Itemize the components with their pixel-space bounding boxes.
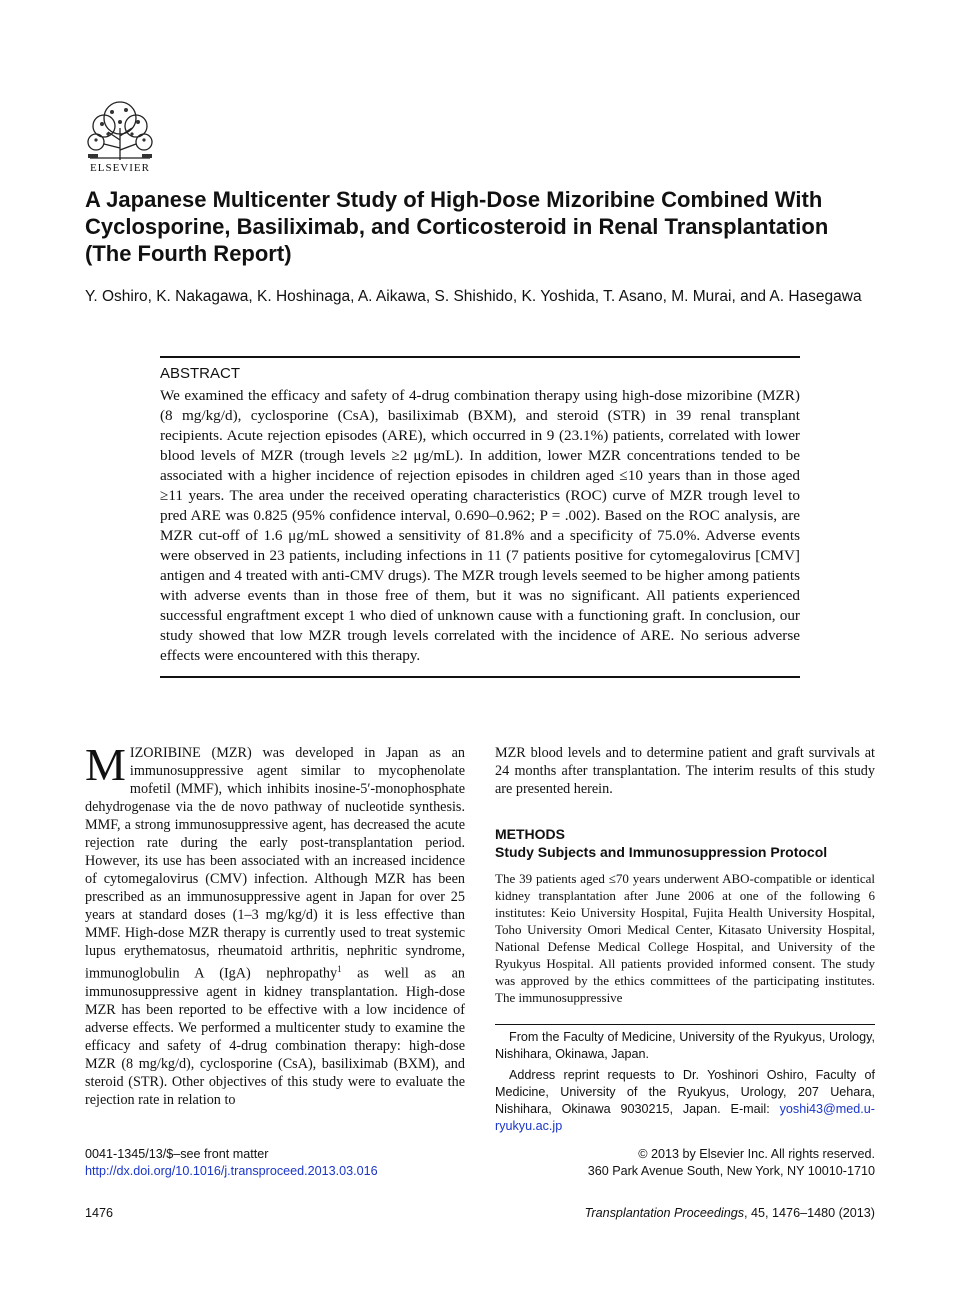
publisher-wordmark: ELSEVIER <box>90 162 150 174</box>
copyright-line: © 2013 by Elsevier Inc. All rights reserved. <box>638 1147 875 1161</box>
author-list: Y. Oshiro, K. Nakagawa, K. Hoshinaga, A. Aikawa, S. Shishido, K. Yoshida, T. Asano, M. Murai, and A. Hasegawa <box>85 288 862 305</box>
intro-text-b: as well as an immunosuppressive agent in kidney transplantation. High-dose MZR has been reported to be effective with a low incidence of adverse effects. We performed a multicenter study to examine the efficacy and safety of 4-drug combination therapy: high-dose MZR (8 mg/kg/d), cyclosporine (CsA), basiliximab (BXM), and steroid (STR). Other objectives of this study were to evaluate the rejection rate in relation to <box>85 965 465 1108</box>
reprint-text: Address reprint requests to Dr. Yoshinori Oshiro, Faculty of Medicine, University of the Ryukyus, Urology, 207 Uehara, Nishihara, Okinawa 9030215, Japan. E-mail: <box>495 1068 875 1116</box>
abstract-top-rule <box>160 356 800 358</box>
intro-text-a: IZORIBINE (MZR) was developed in Japan as an immunosuppressive agent similar to mycophenolate mofetil (MMF), which inhibits inosine-5′-monophosphate dehydrogenase via the de novo pathway of nucleotide synthesis. MMF, a strong immunosuppressive agent, has decreased the acute rejection rate during the early post-transplantation period. However, its use has been associated with an increased incidence of cytomegalovirus (CMV) infection. Although MZR has been prescribed as an immunosuppressive agent in Japan for over 25 years at standard doses (1–3 mg/kg/d) it is less effective than MMF. High-dose MZR therapy is currently used to treat systemic lupus erythematosus, rheumatoid arthritis, nephritic syndrome, immunoglobulin A (IgA) nephropathy <box>85 745 465 982</box>
citation-detail: , 45, 1476–1480 (2013) <box>744 1206 875 1220</box>
doi-link[interactable]: http://dx.doi.org/10.1016/j.transproceed.2013.03.016 <box>85 1164 378 1178</box>
reprint-address <box>495 1067 875 1135</box>
abstract-text: We examined the efficacy and safety of 4-drug combination therapy using high-dose mizoribine (MZR) (8 mg/kg/d), cyclosporine (CsA), basiliximab (BXM), and steroid (STR) in 39 renal transplant recipients. Acute rejection episodes (ARE), which occurred in 9 (23.1%) patients, correlated with lower blood levels of MZR (trough levels ≥2 μg/mL). In addition, lower MZR concentrations tended to be associated with a higher incidence of rejection episodes in children aged ≤10 years than in those aged ≥11 years. The area under the received operating characteristics (ROC) curve of MZR trough level to pred ARE was 0.825 (95% confidence interval, 0.690–0.962; P = .002). Based on the ROC analysis, are MZR cut-off of 1.6 μg/mL showed a sensitivity of 81.8% and a specificity of 75.0%. Adverse events were observed in 23 patients, including infections in 11 (7 patients positive for cytomegalovirus [CMV] antigen and 4 treated with anti-CMV drugs). The MZR trough levels seemed to be higher among patients with adverse events than in those free of them, but it was no significant. All patients experienced successful engraftment except 1 who died of unknown cause with a functioning graft. In conclusion, our study showed that low MZR trough levels correlated with the incidence of ARE. No serious adverse effects were encountered with this therapy. <box>160 387 800 664</box>
methods-subheading: Study Subjects and Immunosuppression Protocol <box>495 844 828 860</box>
body-column-left <box>85 739 465 1109</box>
abstract-heading: ABSTRACT <box>160 365 241 382</box>
reference-marker[interactable]: 1 <box>337 964 342 974</box>
intro-paragraph <box>85 739 465 1109</box>
email-link[interactable]: yoshi43@med.u-ryukyu.ac.jp <box>495 1102 875 1133</box>
methods-heading: METHODS <box>495 826 565 842</box>
journal-name: Transplantation Proceedings <box>584 1206 745 1220</box>
abstract-bottom-rule <box>160 676 800 678</box>
article-title: A Japanese Multicenter Study of High-Dose Mizoribine Combined With Cyclosporine, Basiliximab, and Corticosteroid in Renal Transplantation (The Fourth Report) <box>85 187 829 266</box>
methods-text: The 39 patients aged ≤70 years underwent ABO-compatible or identical kidney transplantation after June 2006 at one of the following 6 institutes: Keio University Hospital, Fujita Health University Hospital, Toho University Omori Medical Center, Kitasato University Hospital, National Defense Medical College Hospital, and University of the Ryukyus Hospital. All patients provided informed consent. The study was approved by the ethics committees of the participating institutes. The immunosuppressive <box>495 871 875 1005</box>
abstract-box <box>160 356 800 678</box>
copyright-block <box>588 1146 875 1180</box>
journal-citation <box>585 1206 875 1220</box>
front-matter <box>85 1146 378 1180</box>
publisher-address: 360 Park Avenue South, New York, NY 10010-1710 <box>587 1164 875 1178</box>
intro-continuation: MZR blood levels and to determine patient and graft survivals at 24 months after transplantation. The interim results of this study are presented herein. <box>495 745 875 797</box>
body-column-right <box>495 744 875 1005</box>
drop-cap: M <box>85 739 126 790</box>
affiliation-footnote <box>495 1024 875 1135</box>
issn-line: 0041-1345/13/$–see front matter <box>85 1147 269 1161</box>
page-number: 1476 <box>85 1206 114 1220</box>
affiliation-text: From the Faculty of Medicine, University of the Ryukyus, Urology, Nishihara, Okinawa, Japan. <box>495 1030 875 1061</box>
